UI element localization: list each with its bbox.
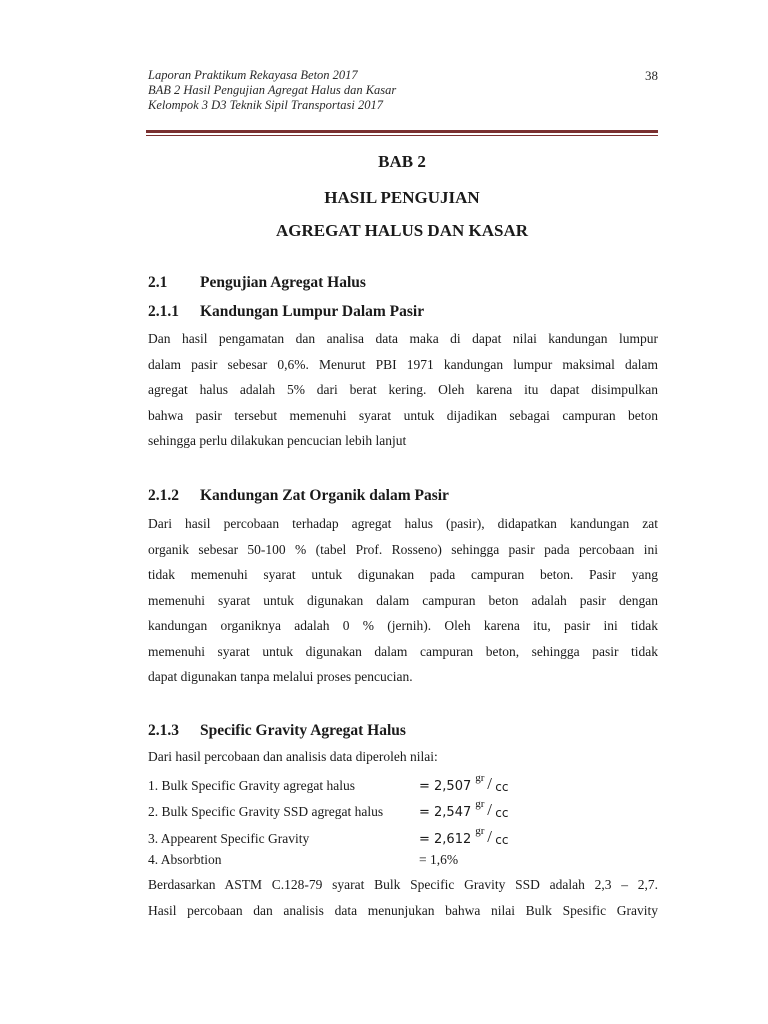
paragraph-line: memenuhi syarat untuk digunakan dalam campuran beton adalah pasir dengan bbox=[148, 592, 658, 608]
header-rule-thick bbox=[146, 130, 658, 133]
unit-fraction bbox=[473, 774, 511, 794]
chapter-title-2: AGREGAT HALUS DAN KASAR bbox=[275, 221, 529, 240]
unit-denominator: cc bbox=[495, 833, 509, 847]
value-number: 2,507 bbox=[434, 779, 472, 794]
list-item-label: 1. Bulk Specific Gravity agregat halus bbox=[148, 778, 355, 793]
list-item-label: 3. Appearent Specific Gravity bbox=[148, 831, 310, 846]
chapter-label: BAB 2 bbox=[378, 152, 426, 171]
equals-sign: = bbox=[419, 852, 430, 867]
running-header bbox=[148, 68, 658, 113]
header-line-2: BAB 2 Hasil Pengujian Agregat Halus dan Kasar bbox=[148, 83, 397, 97]
list-item-label: 4. Absorbtion bbox=[148, 852, 222, 867]
header-rule-thin bbox=[146, 135, 658, 136]
paragraph-line: Hasil percobaan dan analisis data menunjukan bahwa nilai Bulk Spesific Gravity bbox=[148, 902, 658, 918]
subsection-heading-3 bbox=[148, 722, 406, 740]
subsection-heading-1 bbox=[148, 303, 424, 321]
subsection-number-2: 2.1.2 bbox=[148, 487, 179, 504]
paragraph-line: Dari hasil percobaan terhadap agregat halus (pasir), didapatkan kandungan zat bbox=[148, 516, 658, 531]
paragraph-astm bbox=[148, 872, 658, 923]
list-item-value bbox=[419, 800, 511, 820]
paragraph-line: Dan hasil pengamatan dan analisa data maka di dapat nilai kandungan lumpur bbox=[148, 331, 658, 346]
subsection-title-1: Kandungan Lumpur Dalam Pasir bbox=[200, 303, 425, 320]
subsection-heading-2 bbox=[148, 487, 449, 505]
paragraph-line: agregat halus adalah 5% dari berat kering. Oleh karena itu dapat disimpulkan bbox=[148, 382, 658, 397]
subsection-title-2: Kandungan Zat Organik dalam Pasir bbox=[200, 487, 449, 504]
page-number: 38 bbox=[645, 68, 658, 83]
unit-denominator: cc bbox=[495, 780, 509, 794]
paragraph-lumpur bbox=[148, 326, 658, 454]
value-number: 2,547 bbox=[434, 805, 472, 820]
list-item-value bbox=[419, 774, 511, 794]
paragraph-organik bbox=[148, 511, 658, 690]
paragraph-line: kandungan organiknya adalah 0 % (jernih). Oleh karena itu, pasir ini tidak bbox=[148, 618, 658, 633]
unit-numerator: gr bbox=[475, 798, 485, 810]
list-item-value bbox=[419, 852, 458, 868]
paragraph-line: tidak memenuhi syarat untuk digunakan pada campuran beton. Pasir yang bbox=[148, 567, 658, 582]
paragraph-line: bahwa pasir tersebut memenuhi syarat untuk dijadikan sebagai campuran beton bbox=[148, 407, 658, 423]
equals-sign: = bbox=[419, 832, 435, 847]
paragraph-line: organik sebesar 50-100 % (tabel Prof. Rosseno) sehingga pasir pada percobaan ini bbox=[148, 541, 658, 557]
header-line-1: Laporan Praktikum Rekayasa Beton 2017 bbox=[148, 68, 358, 82]
subsection-number-3: 2.1.3 bbox=[148, 722, 179, 739]
header-line-3: Kelompok 3 D3 Teknik Sipil Transportasi 2017 bbox=[148, 98, 383, 112]
unit-slash: / bbox=[487, 827, 492, 846]
unit-numerator: gr bbox=[475, 825, 485, 837]
paragraph-line: dalam pasir sebesar 0,6%. Menurut PBI 1971 kandungan lumpur maksimal dalam bbox=[148, 356, 658, 372]
chapter-title-1: HASIL PENGUJIAN bbox=[324, 188, 480, 207]
section-number: 2.1 bbox=[148, 274, 168, 291]
paragraph-line: Berdasarkan ASTM C.128-79 syarat Bulk Specific Gravity SSD adalah 2,3 – 2,7. bbox=[148, 877, 658, 892]
value-number: 1,6% bbox=[430, 852, 459, 867]
list-item bbox=[148, 770, 658, 794]
unit-denominator: cc bbox=[495, 806, 509, 820]
list-item bbox=[148, 796, 658, 820]
paragraph-line: dapat digunakan tanpa melalui proses pencucian. bbox=[148, 669, 413, 684]
paragraph-line: memenuhi syarat untuk digunakan dalam campuran beton, sehingga pasir tidak bbox=[148, 643, 658, 659]
unit-numerator: gr bbox=[475, 772, 485, 784]
list-item-label: 2. Bulk Specific Gravity SSD agregat halus bbox=[148, 804, 384, 819]
unit-slash: / bbox=[487, 774, 492, 793]
unit-slash: / bbox=[487, 800, 492, 819]
unit-fraction bbox=[473, 800, 511, 820]
equals-sign: = bbox=[419, 805, 435, 820]
paragraph-line: sehingga perlu dilakukan pencucian lebih lanjut bbox=[148, 433, 407, 448]
specific-gravity-intro: Dari hasil percobaan dan analisis data diperoleh nilai: bbox=[148, 749, 438, 764]
section-heading bbox=[148, 274, 366, 292]
subsection-title-3: Specific Gravity Agregat Halus bbox=[200, 722, 406, 739]
list-item bbox=[148, 844, 658, 868]
value-number: 2,612 bbox=[434, 832, 472, 847]
equals-sign: = bbox=[419, 779, 435, 794]
subsection-number-1: 2.1.1 bbox=[148, 303, 179, 320]
section-title: Pengujian Agregat Halus bbox=[200, 274, 366, 291]
